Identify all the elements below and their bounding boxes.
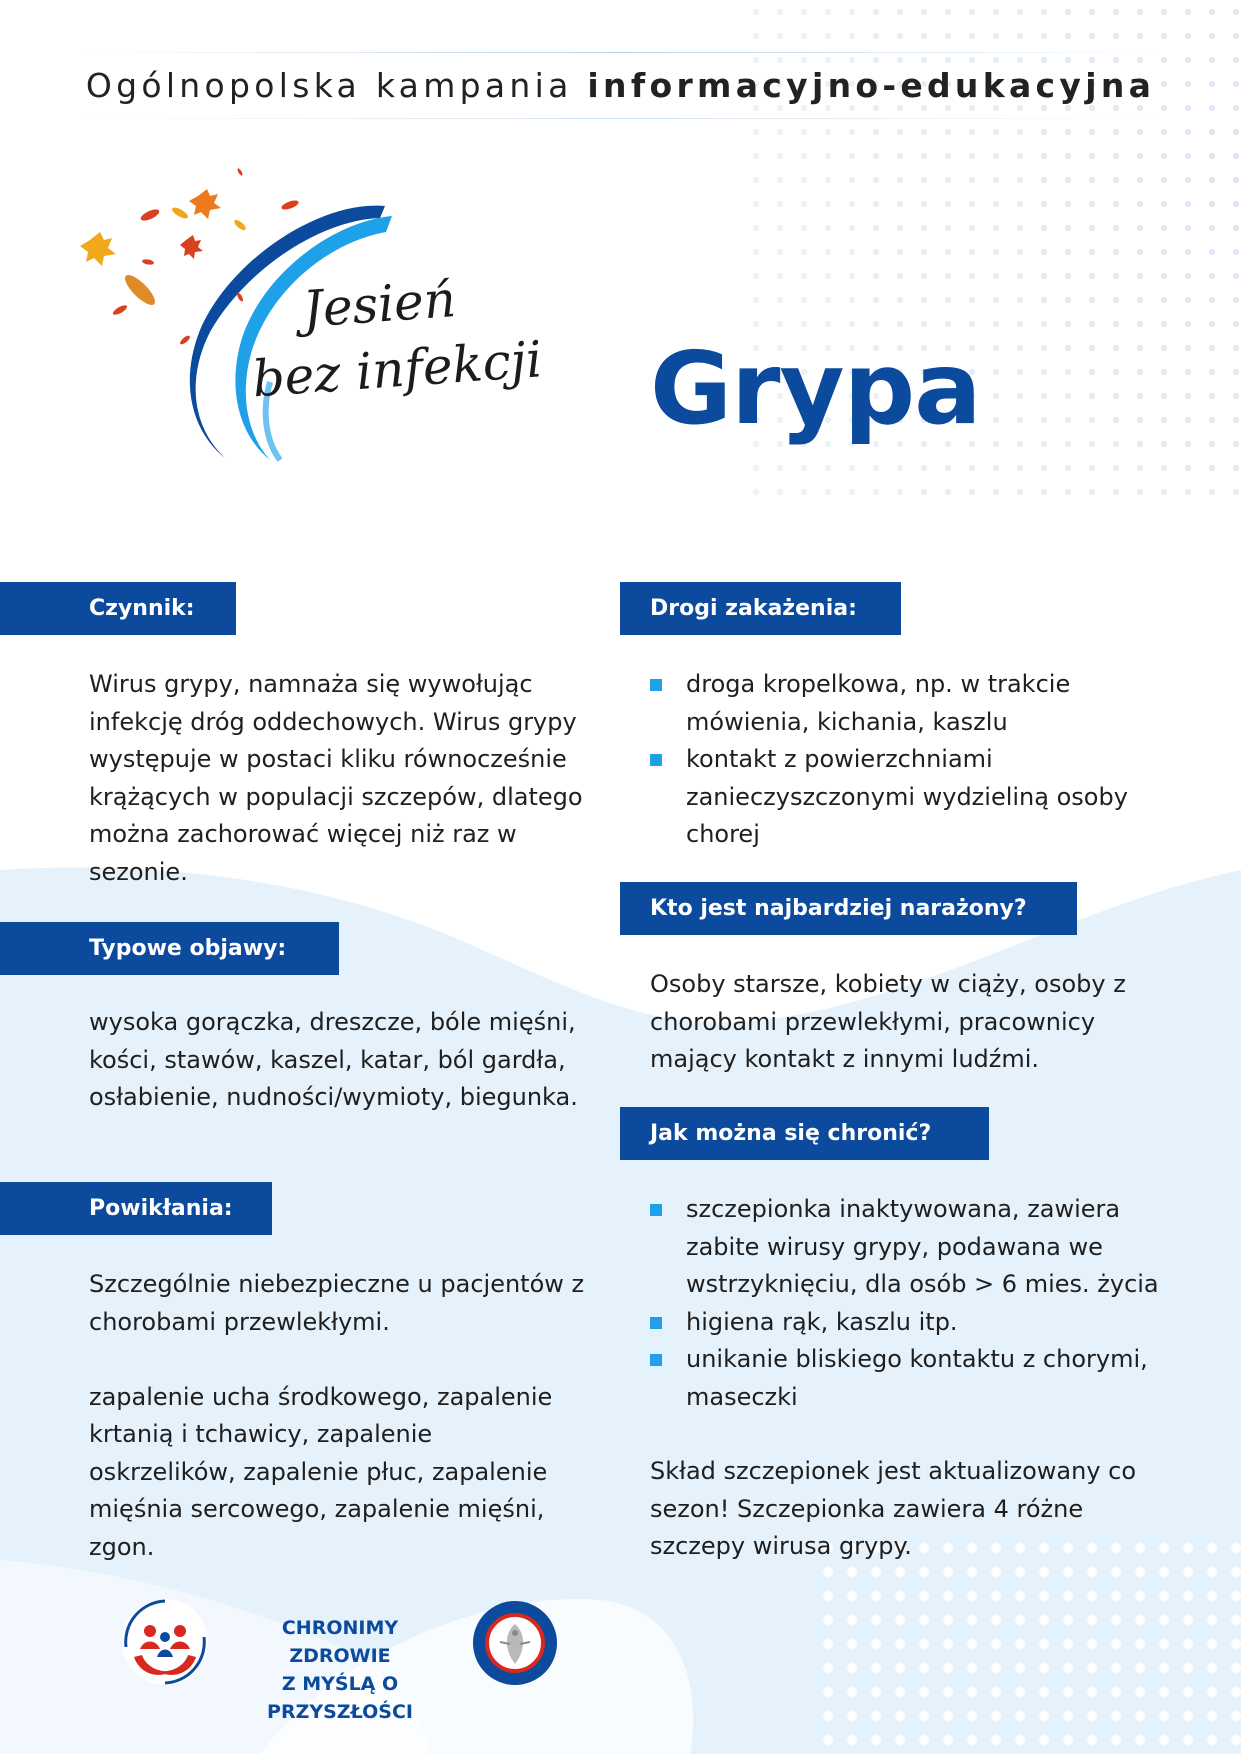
leaf-icon <box>237 168 244 177</box>
powiklania-text <box>89 1266 609 1566</box>
campaign-title <box>246 260 554 413</box>
leaf-icon <box>233 218 248 232</box>
leaf-icon <box>121 271 159 309</box>
list-item: szczepionka inaktywowana, zawiera zabite wirusy grypy, podawana we wstrzyknięciu, dla osób > 6 mies. życia <box>650 1191 1160 1304</box>
leaf-icon <box>139 207 161 223</box>
footer-slogan-line1: CHRONIMY ZDROWIE <box>281 1617 399 1667</box>
top-divider <box>80 52 1160 53</box>
footer-slogan-line2: Z MYŚLĄ O PRZYSZŁOŚCI <box>267 1673 413 1723</box>
campaign-title-line1: Jesień <box>300 270 458 339</box>
family-hands-icon <box>120 1597 210 1687</box>
sanitary-inspection-emblem-icon <box>472 1600 558 1686</box>
section-label-chronic: Jak można się chronić? <box>620 1107 989 1160</box>
leaf-icon <box>280 199 299 212</box>
vaccine-note: Skład szczepionek jest aktualizowany co sezon! Szczepionka zawiera 4 różne szczepy wirusa grypy. <box>650 1457 1137 1560</box>
section-label-powiklania: Powikłania: <box>0 1182 272 1235</box>
footer-slogan <box>230 1614 450 1726</box>
list-item: kontakt z powierzchniami zanieczyszczonymi wydzieliną osoby chorej <box>650 741 1160 854</box>
powiklania-text-2: zapalenie ucha środkowego, zapalenie krtanią i tchawicy, zapalenie oskrzelików, zapalenie płuc, zapalenie mięśnia sercowego, zapalenie mięśni, zgon. <box>89 1382 553 1561</box>
leaf-icon <box>112 303 129 316</box>
drogi-list <box>650 666 1160 854</box>
czynnik-text: Wirus grypy, namnaża się wywołując infekcję dróg oddechowych. Wirus grypy występuje w postaci kliku równocześnie krążących w populacji szczepów, dlatego można zachorować więcej niż raz w sezonie. <box>89 670 583 886</box>
tagline-light: Ogólnopolska kampania <box>85 66 573 105</box>
objawy-text: wysoka gorączka, dreszcze, bóle mięśni, kości, stawów, kaszel, katar, ból gardła, osłabienie, nudności/wymioty, biegunka. <box>89 1008 578 1111</box>
list-item: higiena rąk, kaszlu itp. <box>650 1304 1160 1342</box>
bottom-divider <box>80 118 1160 119</box>
powiklania-text-1: Szczególnie niebezpieczne u pacjentów z chorobami przewlekłymi. <box>89 1270 585 1336</box>
tagline-bold: informacyjno-edukacyjna <box>587 66 1156 105</box>
section-label-objawy: Typowe objawy: <box>0 922 339 975</box>
section-label-czynnik: Czynnik: <box>0 582 236 635</box>
narazony-text: Osoby starsze, kobiety w ciąży, osoby z chorobami przewlekłymi, pracownicy mający kontakt z innymi ludźmi. <box>650 970 1126 1073</box>
leaf-icon <box>180 235 203 259</box>
section-label-narazony: Kto jest najbardziej narażony? <box>620 882 1077 935</box>
leaf-icon <box>80 232 116 266</box>
chronic-list <box>650 1191 1160 1416</box>
leaf-icon <box>189 189 221 219</box>
list-item: droga kropelkowa, np. w trakcie mówienia, kichania, kaszlu <box>650 666 1160 741</box>
page-title: Grypa <box>650 330 981 447</box>
leaf-icon <box>142 258 155 265</box>
campaign-tagline <box>0 66 1241 105</box>
campaign-title-line2: bez infekcji <box>250 330 544 409</box>
leaf-icon <box>170 205 189 220</box>
list-item: unikanie bliskiego kontaktu z chorymi, maseczki <box>650 1341 1160 1416</box>
leaf-icon <box>179 334 191 346</box>
section-label-drogi: Drogi zakażenia: <box>620 582 901 635</box>
